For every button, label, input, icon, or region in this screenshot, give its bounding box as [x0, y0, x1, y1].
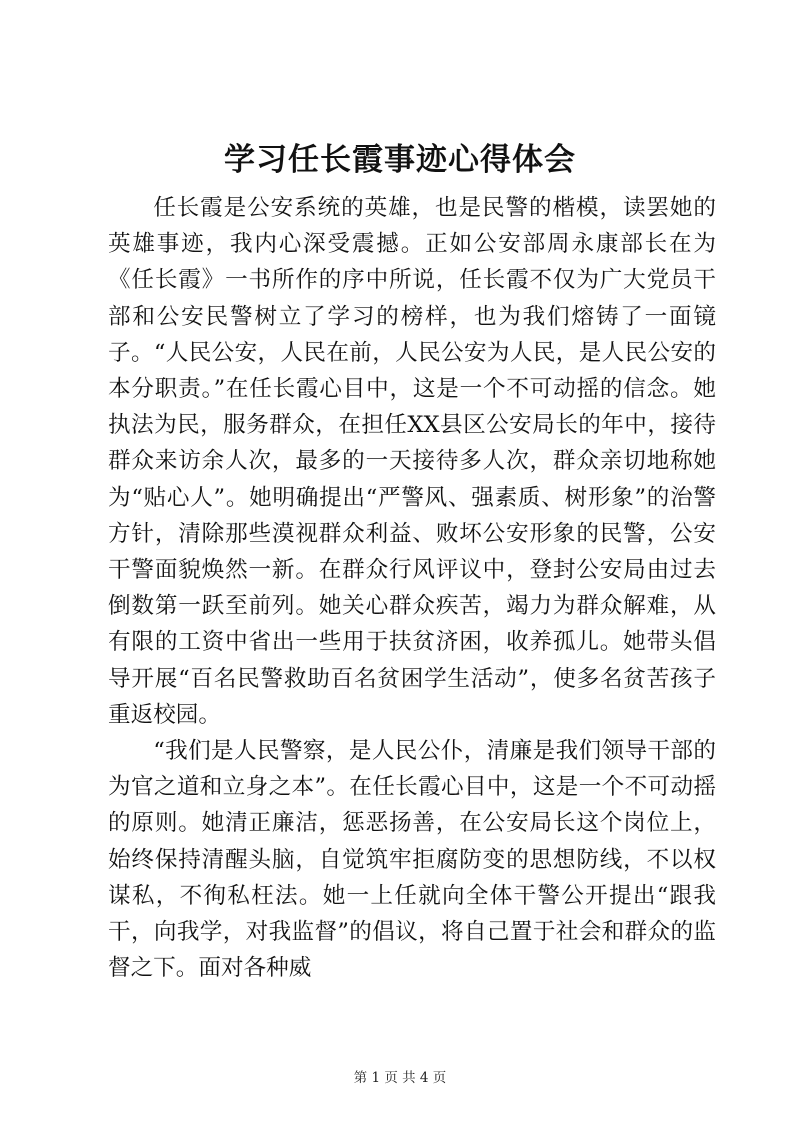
page-footer: 第 1 页 共 4 页 — [353, 1070, 447, 1086]
document-body — [108, 190, 716, 986]
paragraph-2: “我们是人民警察，是人民公仆，清廉是我们领导干部的为官之道和立身之本”。在任长霞心目中，这是一个不可动摇的原则。她清正廉洁，惩恶扬善，在公安局长这个岗位上，始终保持清醒头脑，自觉筑牢拒腐防变的思想防线，不以权谋私，不徇私枉法。她一上任就向全体干警公开提出“跟我干，向我学，对我监督”的倡议，将自己置于社会和群众的监督之下。面对各种威 — [108, 738, 716, 982]
paragraph-1: 任长霞是公安系统的英雄，也是民警的楷模，读罢她的英雄事迹，我内心深受震撼。正如公安部周永康部长在为《任长霞》一书所作的序中所说，任长霞不仅为广大党员干部和公安民警树立了学习的榜样，也为我们熔铸了一面镜子。“人民公安，人民在前，人民公安为人民，是人民公安的本分职责。”在任长霞心目中，这是一个不可动摇的信念。她执法为民，服务群众，在担任XX县区公安局长的年中，接待群众来访余人次，最多的一天接待多人次，群众亲切地称她为“贴心人”。她明确提出“严警风、强素质、树形象”的治警方针，清除那些漠视群众利益、败坏公安形象的民警，公安干警面貌焕然一新。在群众行风评议中，登封公安局由过去倒数第一跃至前列。她关心群众疾苦，竭力为群众解难，从有限的工资中省出一些用于扶贫济困，收养孤儿。她带头倡导开展“百名民警救助百名贫困学生活动”，使多名贫苦孩子重返校园。 — [108, 195, 716, 728]
document-title: 学习任长霞事迹心得体会 — [224, 142, 576, 178]
